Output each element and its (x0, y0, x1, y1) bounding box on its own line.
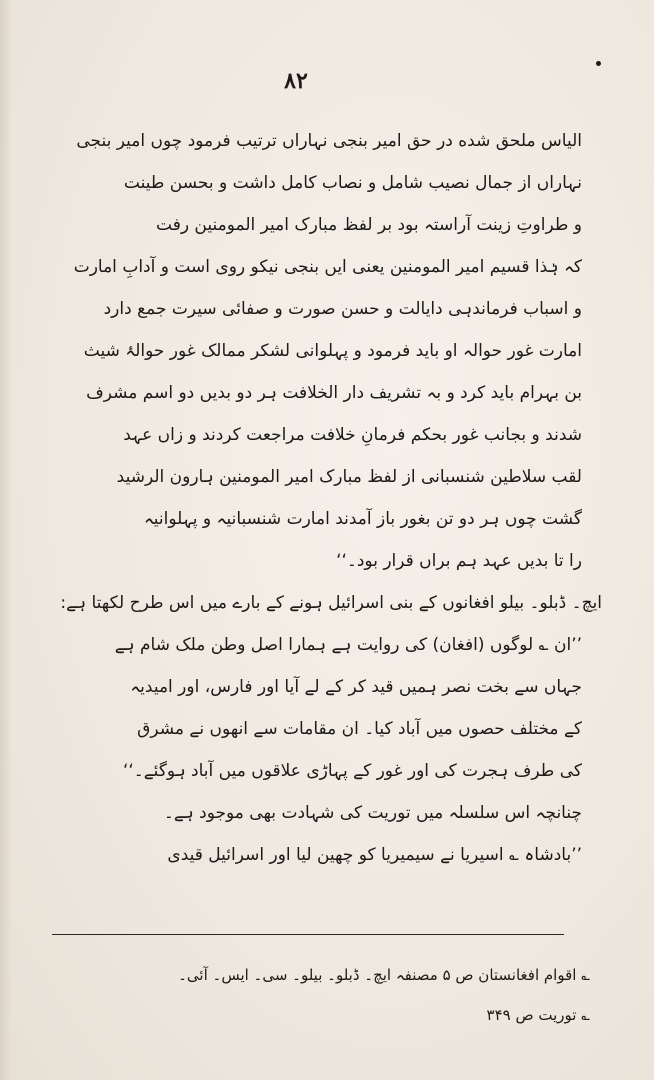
text-line: کہ ہٰذا قسیم امیر المومنین یعنی ایں بنجی نیکو روی است و آدابِ امارت (73, 257, 582, 277)
page-edge-shadow (0, 0, 12, 1080)
footnote-2: ؎ توریت ص ۳۴۹ (486, 1006, 590, 1024)
text-line: لقب سلاطین شنسبانی از لفظ مبارک امیر المومنین ہارون الرشید (116, 467, 582, 487)
text-line: گشت چوں ہر دو تن بغور باز آمدند امارت شنسبانیہ و پہلوانیہ (143, 509, 582, 529)
text-line: جہاں سے بخت نصر ہمیں قید کر کے لے آیا اور فارس، اور امیدیہ (130, 677, 582, 697)
text-line: نہاراں از جمال نصیب شامل و نصاب کامل داشت و بحسن طینت (123, 173, 582, 193)
footnote-1: ؎ اقوام افغانستان ص ۵ مصنفہ ایچ۔ ڈبلو۔ بیلو۔ سی۔ ایس۔ آئی۔ (178, 966, 590, 984)
footnote-divider (52, 934, 564, 935)
text-line: و اسباب فرماندہی دایالت و حسن صورت و صفائی سیرت جمع دارد (103, 299, 582, 319)
footnotes (150, 955, 590, 1035)
text-line: کے مختلف حصوں میں آباد کیا۔ ان مقامات سے انھوں نے مشرق (137, 719, 582, 739)
text-line: و طراوتِ زینت آراستہ بود بر لفظ مبارک امیر المومنین رفت (156, 215, 582, 235)
text-line: امارت غور حوالہ او باید فرمود و پہلوانی لشکر ممالک غور حوالۂ شیث (83, 341, 582, 361)
text-line: شدند و بجانب غور بحکم فرمانِ خلافت مراجعت کردند و زاں عہد (123, 425, 582, 445)
ink-speck (596, 61, 601, 66)
text-line: چنانچہ اس سلسلہ میں توریت کی شہادت بھی موجود ہے۔ (163, 803, 582, 823)
text-line: بن بہرام باید کرد و بہ تشریف دار الخلافت ہر دو بدیں دو اسم مشرف (86, 383, 582, 403)
main-text-block (58, 120, 602, 876)
page-number: ۸۲ (284, 68, 308, 94)
text-line: را تا بدیں عہد ہم براں قرار بود۔‘‘ (336, 551, 582, 571)
text-line: الیاس ملحق شده در حق امیر بنجی نہاراں ترتیب فرمود چوں امیر بنجی (76, 131, 582, 151)
text-line: کی طرف ہجرت کی اور غور کے پہاڑی علاقوں میں آباد ہوگئے۔‘‘ (122, 761, 582, 781)
text-line: ’’بادشاہ ؎ اسیریا نے سیمیریا کو چھین لیا اور اسرائیل قیدی (167, 845, 582, 865)
text-line: ایچ۔ ڈبلو۔ بیلو افغانوں کے بنی اسرائیل ہونے کے بارے میں اس طرح لکھتا ہے: (60, 593, 602, 613)
text-line: ’’ان ؎ لوگوں (افغان) کی روایت ہے ہمارا اصل وطن ملک شام ہے (114, 635, 582, 655)
